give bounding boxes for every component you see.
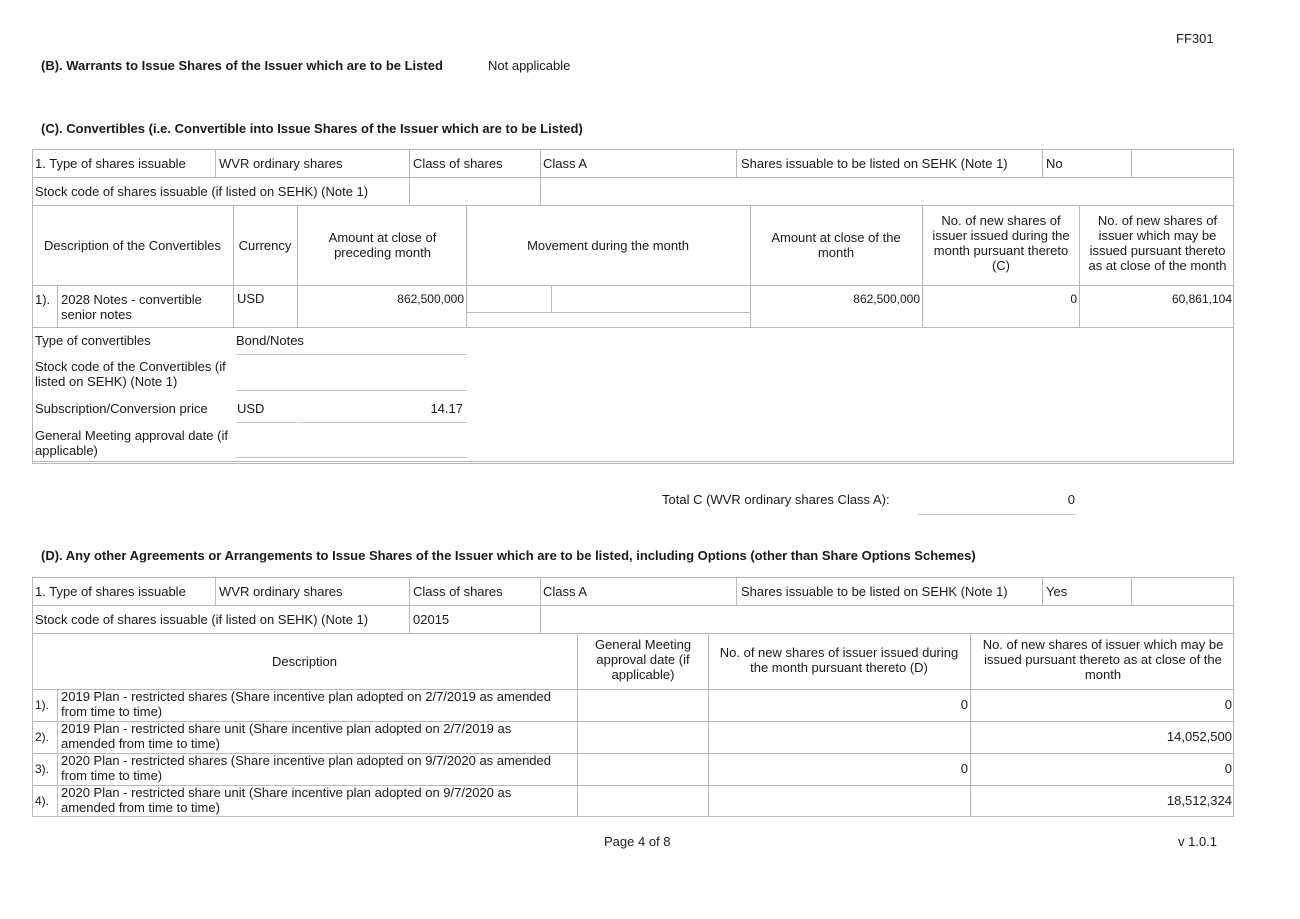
row-number: 1). [35,292,51,307]
class-label: Class of shares [413,156,503,171]
row-description: 2028 Notes - convertible senior notes [61,292,202,322]
underline [298,422,467,423]
sehk-value: No [1046,156,1063,171]
divider [215,577,216,605]
divider [32,461,1234,462]
row-may-issue: 0 [1224,761,1232,776]
row-amount-close: 862,500,000 [853,292,920,306]
price-label: Subscription/Conversion price [35,401,208,416]
row-description: 2020 Plan - restricted share unit (Share incentive plan adopted on 9/7/2020 as amended from time to time) [61,785,512,815]
version-label: v 1.0.1 [1178,834,1218,849]
header-amount-prev: Amount at close of preceding month [328,230,437,260]
divider [540,149,541,205]
divider [215,149,216,177]
price-value: 14.17 [430,401,463,416]
type-value: WVR ordinary shares [219,584,343,599]
divider [32,605,1234,606]
row-amount-prev: 862,500,000 [397,292,464,306]
divider [32,285,1234,286]
divider [32,327,1234,328]
row-issued: 0 [960,761,968,776]
row-may-issue: 0 [1224,697,1232,712]
divider [32,205,1234,206]
divider [32,633,1234,634]
divider [233,205,234,327]
header-new-shares-may-issue: No. of new shares of issuer which may be issued pursuant thereto as at close of the month [1088,213,1227,273]
divider [297,205,298,327]
convertibles-type-label: Type of convertibles [35,333,151,348]
divider [32,177,1234,178]
section-c-heading: (C). Convertibles (i.e. Convertible into Issue Shares of the Issuer which are to be Listed) [41,121,583,136]
header-description: Description [271,654,338,669]
header-amount-close: Amount at close of the month [771,230,901,260]
class-value: Class A [543,584,588,599]
underline [236,422,297,423]
price-currency: USD [237,401,265,416]
class-value: Class A [543,156,588,171]
underline [918,514,1076,515]
divider [540,577,541,633]
underline [236,457,467,458]
row-may-issue: 18,512,324 [1166,793,1232,808]
type-label: 1. Type of shares issuable [35,156,186,171]
divider [409,577,410,633]
row-description: 2020 Plan - restricted shares (Share incentive plan adopted on 9/7/2020 as amended from time to time) [61,753,551,783]
section-d-heading: (D). Any other Agreements or Arrangements to Issue Shares of the Issuer which are to be listed, including Options (other than Share Options Schemes) [41,548,976,563]
gm-approval-label: General Meeting approval date (if applicable) [35,428,228,458]
total-c-label: Total C (WVR ordinary shares Class A): [662,492,890,507]
sehk-value: Yes [1046,584,1068,599]
divider [1042,577,1043,605]
divider [1079,205,1080,327]
total-c-value: 0 [1067,492,1075,507]
convertibles-stock-code-label: Stock code of the Convertibles (if listed on SEHK) (Note 1) [35,359,226,389]
divider [57,689,58,817]
sehk-label: Shares issuable to be listed on SEHK (Note 1) [741,156,1008,171]
divider [1131,577,1132,605]
header-may-issue: No. of new shares of issuer which may be issued pursuant thereto as at close of the month [982,637,1224,682]
divider [736,577,737,605]
underline [236,354,467,355]
convertibles-type-value: Bond/Notes [236,333,304,348]
header-new-shares-issued: No. of new shares of issuer issued during the month pursuant thereto (C) [932,213,1070,273]
header-currency: Currency [238,238,292,253]
divider [409,149,410,205]
divider [1042,149,1043,177]
row-description: 2019 Plan - restricted shares (Share incentive plan adopted on 2/7/2019 as amended from time to time) [61,689,551,719]
stock-code-value: 02015 [413,612,450,627]
divider [922,205,923,327]
divider [551,285,552,312]
row-number: 2). [35,730,50,744]
divider [466,312,750,313]
divider [736,149,737,177]
divider [708,633,709,817]
row-issued: 0 [960,697,968,712]
page-number: Page 4 of 8 [604,834,671,849]
underline [236,390,467,391]
row-number: 3). [35,762,50,776]
header-gm-approval: General Meeting approval date (if applicable) [594,637,692,682]
header-issued: No. of new shares of issuer issued during the month pursuant thereto (D) [719,645,959,675]
divider [57,285,58,327]
type-label: 1. Type of shares issuable [35,584,186,599]
type-value: WVR ordinary shares [219,156,343,171]
divider [1131,149,1132,177]
row-may-issue: 60,861,104 [1171,292,1232,306]
divider [970,633,971,817]
stock-code-label: Stock code of shares issuable (if listed on SEHK) (Note 1) [35,184,369,199]
row-number: 4). [35,794,50,808]
header-movement: Movement during the month [527,238,689,253]
divider [750,205,751,327]
form-code: FF301 [1176,31,1214,46]
row-number: 1). [35,698,50,712]
sehk-label: Shares issuable to be listed on SEHK (Note 1) [741,584,1008,599]
section-b-value: Not applicable [488,58,571,73]
row-issued: 0 [1070,292,1077,306]
stock-code-label: Stock code of shares issuable (if listed on SEHK) (Note 1) [35,612,369,627]
header-description: Description of the Convertibles [43,238,222,253]
section-b-heading: (B). Warrants to Issue Shares of the Issuer which are to be Listed [41,58,443,73]
row-currency: USD [237,291,265,306]
divider [577,633,578,817]
row-may-issue: 14,052,500 [1166,729,1232,744]
divider [466,205,467,327]
row-description: 2019 Plan - restricted share unit (Share incentive plan adopted on 2/7/2019 as amended from time to time) [61,721,512,751]
class-label: Class of shares [413,584,503,599]
